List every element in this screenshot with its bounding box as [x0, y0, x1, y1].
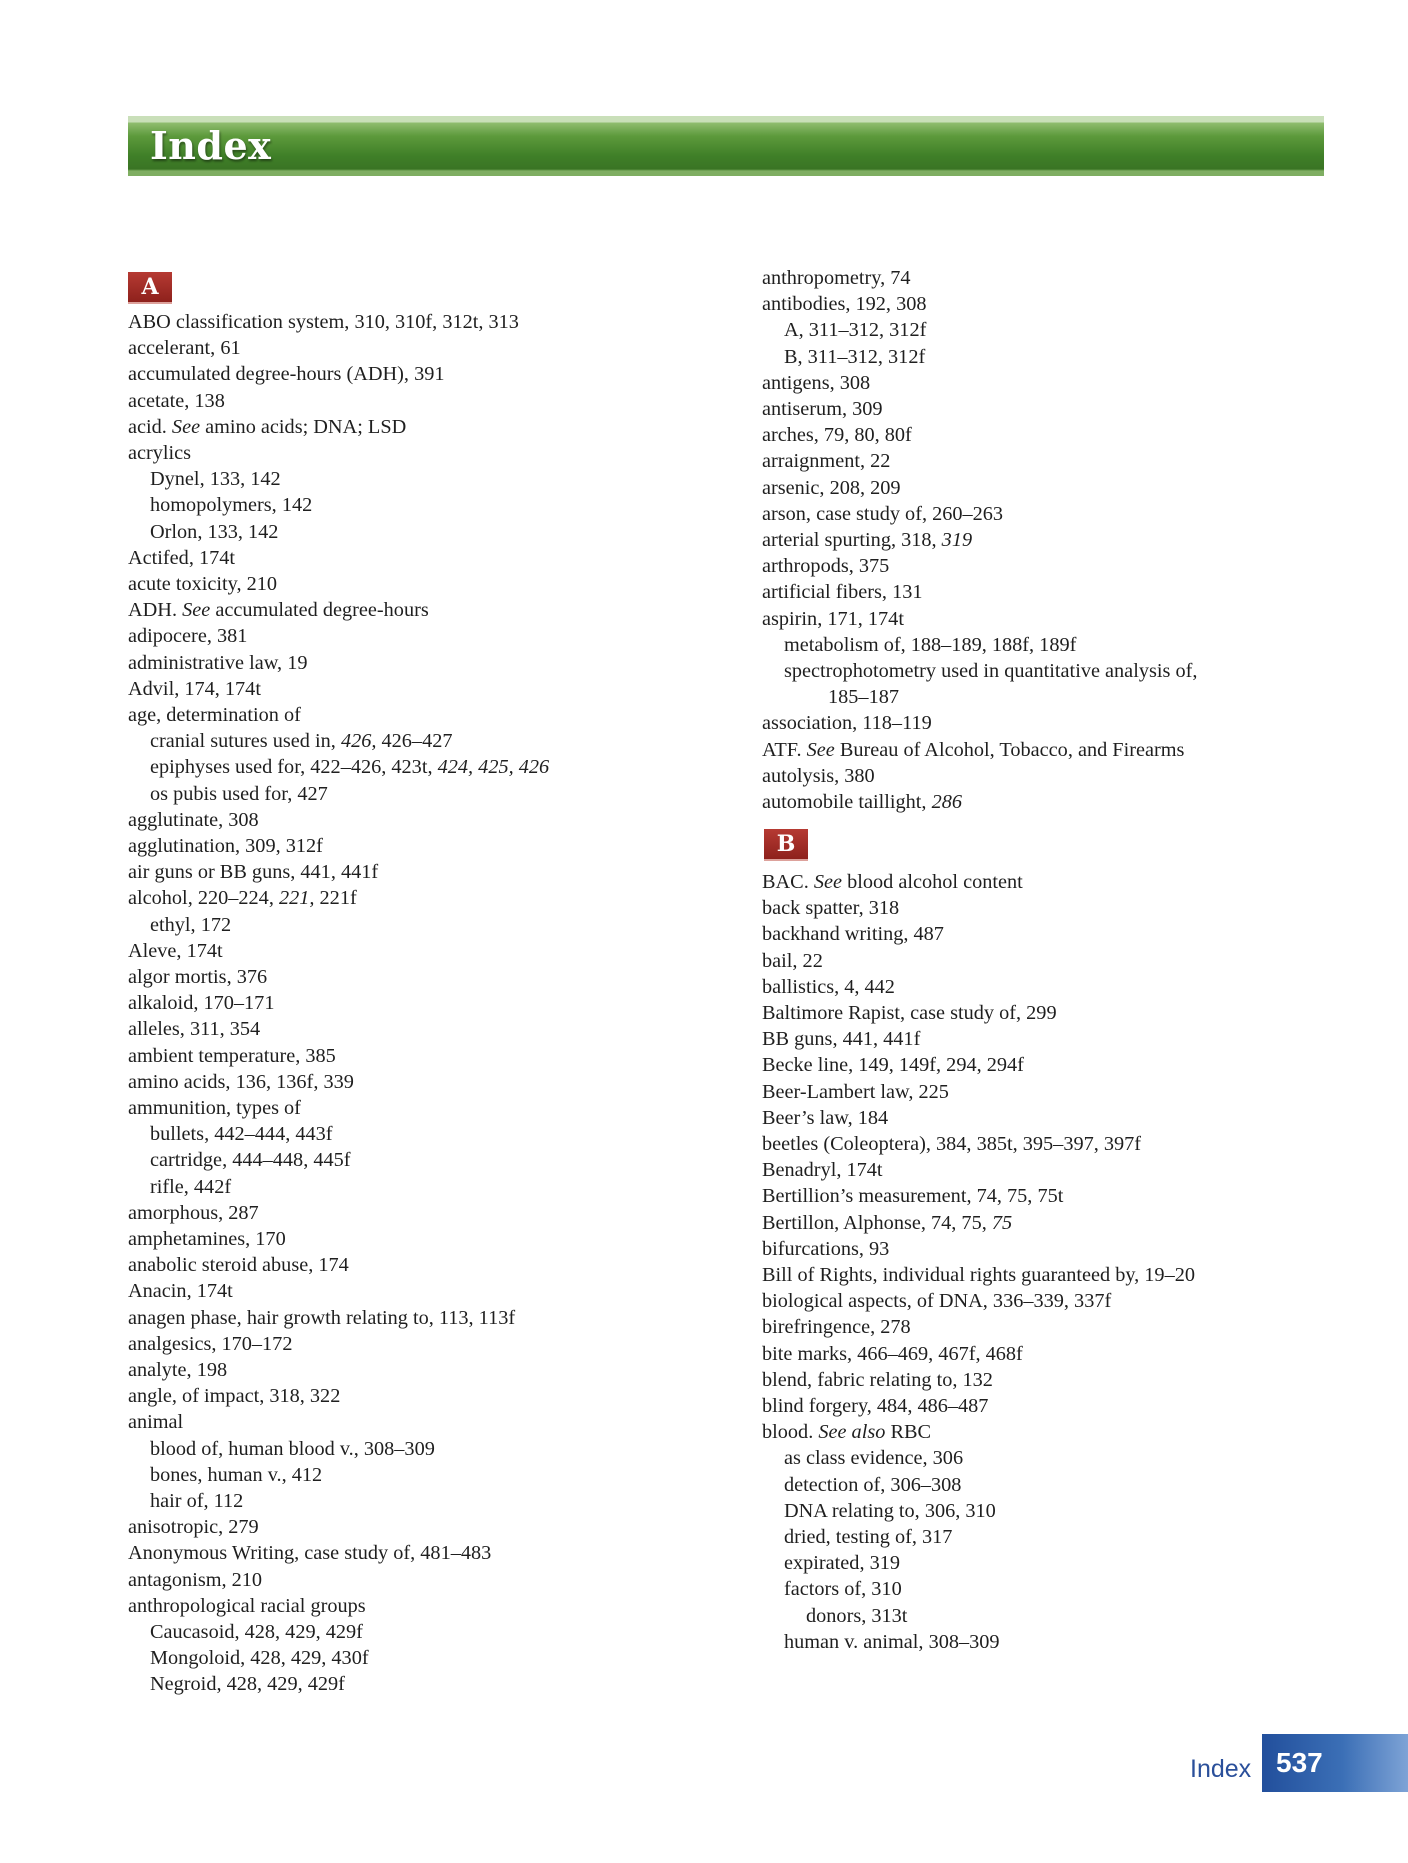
index-entry: Baltimore Rapist, case study of, 299	[762, 1002, 1057, 1024]
index-entry: anisotropic, 279	[128, 1516, 259, 1539]
index-entry: Aleve, 174t	[128, 939, 223, 962]
index-subentry: B, 311–312, 312f	[784, 345, 926, 368]
index-subentry: 185–187	[828, 686, 899, 709]
section-letter-b: B	[764, 829, 808, 861]
index-subentry: bones, human v., 412	[150, 1463, 323, 1486]
index-entry: acute toxicity, 210	[128, 573, 278, 595]
index-subentry: detection of, 306–308	[784, 1473, 962, 1496]
index-entry: backhand writing, 487	[762, 923, 944, 946]
footer-index-label: Index	[1190, 1755, 1252, 1783]
index-subentry: Caucasoid, 428, 429, 429f	[150, 1621, 363, 1643]
index-subentry: donors, 313t	[806, 1604, 908, 1627]
index-subentry: as class evidence, 306	[784, 1447, 964, 1470]
index-entry: alkaloid, 170–171	[128, 992, 275, 1015]
index-subentry: Orlon, 133, 142	[150, 520, 279, 543]
index-subentry: expirated, 319	[784, 1552, 901, 1575]
index-subentry: blood of, human blood v., 308–309	[150, 1437, 435, 1460]
index-subentry: homopolymers, 142	[150, 494, 313, 517]
index-entry: blood. See also RBC	[762, 1421, 932, 1444]
index-entry: angle, of impact, 318, 322	[128, 1385, 341, 1408]
index-entry: amorphous, 287	[128, 1201, 259, 1224]
index-subentry: os pubis used for, 427	[150, 782, 328, 805]
index-entry: adipocere, 381	[128, 625, 248, 648]
index-entry: anagen phase, hair growth relating to, 113, 113f	[128, 1306, 516, 1329]
index-entry: administrative law, 19	[128, 651, 308, 674]
index-entry: Anacin, 174t	[128, 1280, 233, 1303]
index-entry: ballistics, 4, 442	[762, 975, 895, 998]
index-entry: artificial fibers, 131	[762, 581, 923, 604]
index-entry: blend, fabric relating to, 132	[762, 1368, 993, 1391]
index-entry: acid. See amino acids; DNA; LSD	[128, 415, 407, 438]
index-entry: amphetamines, 170	[128, 1228, 286, 1250]
index-entry: bail, 22	[762, 949, 823, 972]
index-entry: anabolic steroid abuse, 174	[128, 1254, 349, 1277]
index-entry: anthropological racial groups	[128, 1594, 366, 1617]
index-entry: anthropometry, 74	[762, 267, 911, 289]
index-entry: Advil, 174, 174t	[128, 677, 261, 700]
index-subentry: epiphyses used for, 422–426, 423t, 424, 425, 426	[150, 756, 550, 779]
index-entry: age, determination of	[128, 704, 301, 726]
index-entry: biological aspects, of DNA, 336–339, 337f	[762, 1290, 1112, 1313]
index-entry: algor mortis, 376	[128, 966, 268, 988]
index-entry: analgesics, 170–172	[128, 1332, 293, 1355]
page-number: 537	[1276, 1747, 1323, 1778]
index-entry: air guns or BB guns, 441, 441f	[128, 861, 379, 884]
index-entry: bifurcations, 93	[762, 1237, 890, 1260]
index-entry: accelerant, 61	[128, 337, 241, 360]
index-entry: association, 118–119	[762, 712, 932, 735]
index-subentry: Dynel, 133, 142	[150, 468, 281, 491]
index-entry: Anonymous Writing, case study of, 481–483	[128, 1542, 492, 1565]
index-entry: ABO classification system, 310, 310f, 312t, 313	[128, 311, 519, 333]
section-letter-a: A	[128, 272, 172, 304]
index-entry: antagonism, 210	[128, 1568, 263, 1591]
index-entry: agglutinate, 308	[128, 808, 259, 831]
index-subentry: human v. animal, 308–309	[784, 1630, 1000, 1653]
index-entry: bite marks, 466–469, 467f, 468f	[762, 1342, 1023, 1365]
index-entry: Bertillion’s measurement, 74, 75, 75t	[762, 1185, 1064, 1208]
index-entry: antibodies, 192, 308	[762, 293, 927, 316]
index-entry: agglutination, 309, 312f	[128, 835, 323, 857]
index-entry: BAC. See blood alcohol content	[762, 871, 1023, 893]
index-entry: arthropods, 375	[762, 555, 890, 578]
index-entry: Bill of Rights, individual rights guaranteed by, 19–20	[762, 1264, 1195, 1286]
index-subentry: cartridge, 444–448, 445f	[150, 1149, 351, 1172]
index-subentry: DNA relating to, 306, 310	[784, 1499, 996, 1522]
index-subentry: Negroid, 428, 429, 429f	[150, 1673, 345, 1696]
index-subentry: metabolism of, 188–189, 188f, 189f	[784, 633, 1077, 656]
index-entry: Beer’s law, 184	[762, 1106, 889, 1129]
index-subentry: ethyl, 172	[150, 913, 232, 936]
index-subentry: A, 311–312, 312f	[784, 319, 927, 342]
index-entry: arraignment, 22	[762, 450, 891, 473]
index-subentry: spectrophotometry used in quantitative analysis of,	[784, 660, 1198, 682]
index-entry: Actifed, 174t	[128, 546, 236, 569]
index-subentry: dried, testing of, 317	[784, 1526, 953, 1548]
index-entry: alcohol, 220–224, 221, 221f	[128, 887, 357, 910]
index-entry: arches, 79, 80, 80f	[762, 424, 912, 447]
index-subentry: cranial sutures used in, 426, 426–427	[150, 730, 453, 753]
index-subentry: rifle, 442f	[150, 1175, 232, 1198]
index-entry: BB guns, 441, 441f	[762, 1028, 921, 1051]
index-subentry: Mongoloid, 428, 429, 430f	[150, 1647, 369, 1670]
index-entry: arsenic, 208, 209	[762, 476, 901, 499]
footer-page-number-box	[1262, 1734, 1408, 1792]
index-entry: alleles, 311, 354	[128, 1018, 261, 1041]
index-entry: ATF. See Bureau of Alcohol, Tobacco, and Firearms	[762, 738, 1185, 761]
index-banner	[128, 116, 1324, 176]
index-entry: Benadryl, 174t	[762, 1159, 883, 1182]
index-entry: birefringence, 278	[762, 1316, 911, 1339]
index-entry: automobile taillight, 286	[762, 791, 962, 813]
index-entry: animal	[128, 1411, 184, 1434]
index-entry: Beer-Lambert law, 225	[762, 1080, 949, 1103]
index-subentry: hair of, 112	[150, 1490, 244, 1512]
index-entry: ammunition, types of	[128, 1097, 301, 1119]
index-entry: acrylics	[128, 442, 192, 464]
index-entry: arson, case study of, 260–263	[762, 502, 1004, 525]
index-subentry: factors of, 310	[784, 1578, 902, 1601]
index-entry: antigens, 308	[762, 371, 871, 394]
index-entry: Becke line, 149, 149f, 294, 294f	[762, 1054, 1024, 1077]
index-entry: analyte, 198	[128, 1359, 228, 1381]
index-entry: amino acids, 136, 136f, 339	[128, 1070, 354, 1093]
index-subentry: bullets, 442–444, 443f	[150, 1123, 333, 1146]
index-entry: Bertillon, Alphonse, 74, 75, 75	[762, 1211, 1013, 1234]
index-entry: antiserum, 309	[762, 398, 883, 420]
index-entry: beetles (Coleoptera), 384, 385t, 395–397, 397f	[762, 1133, 1142, 1155]
index-entry: ADH. See accumulated degree-hours	[128, 599, 429, 622]
page-title: Index	[150, 123, 272, 168]
index-entry: arterial spurting, 318, 319	[762, 529, 973, 551]
index-entry: acetate, 138	[128, 389, 225, 412]
index-entry: blind forgery, 484, 486–487	[762, 1395, 989, 1417]
index-entry: aspirin, 171, 174t	[762, 607, 904, 630]
index-entry: accumulated degree-hours (ADH), 391	[128, 363, 445, 386]
index-entry: ambient temperature, 385	[128, 1044, 336, 1067]
index-entry: back spatter, 318	[762, 897, 900, 920]
index-entry: autolysis, 380	[762, 764, 875, 787]
